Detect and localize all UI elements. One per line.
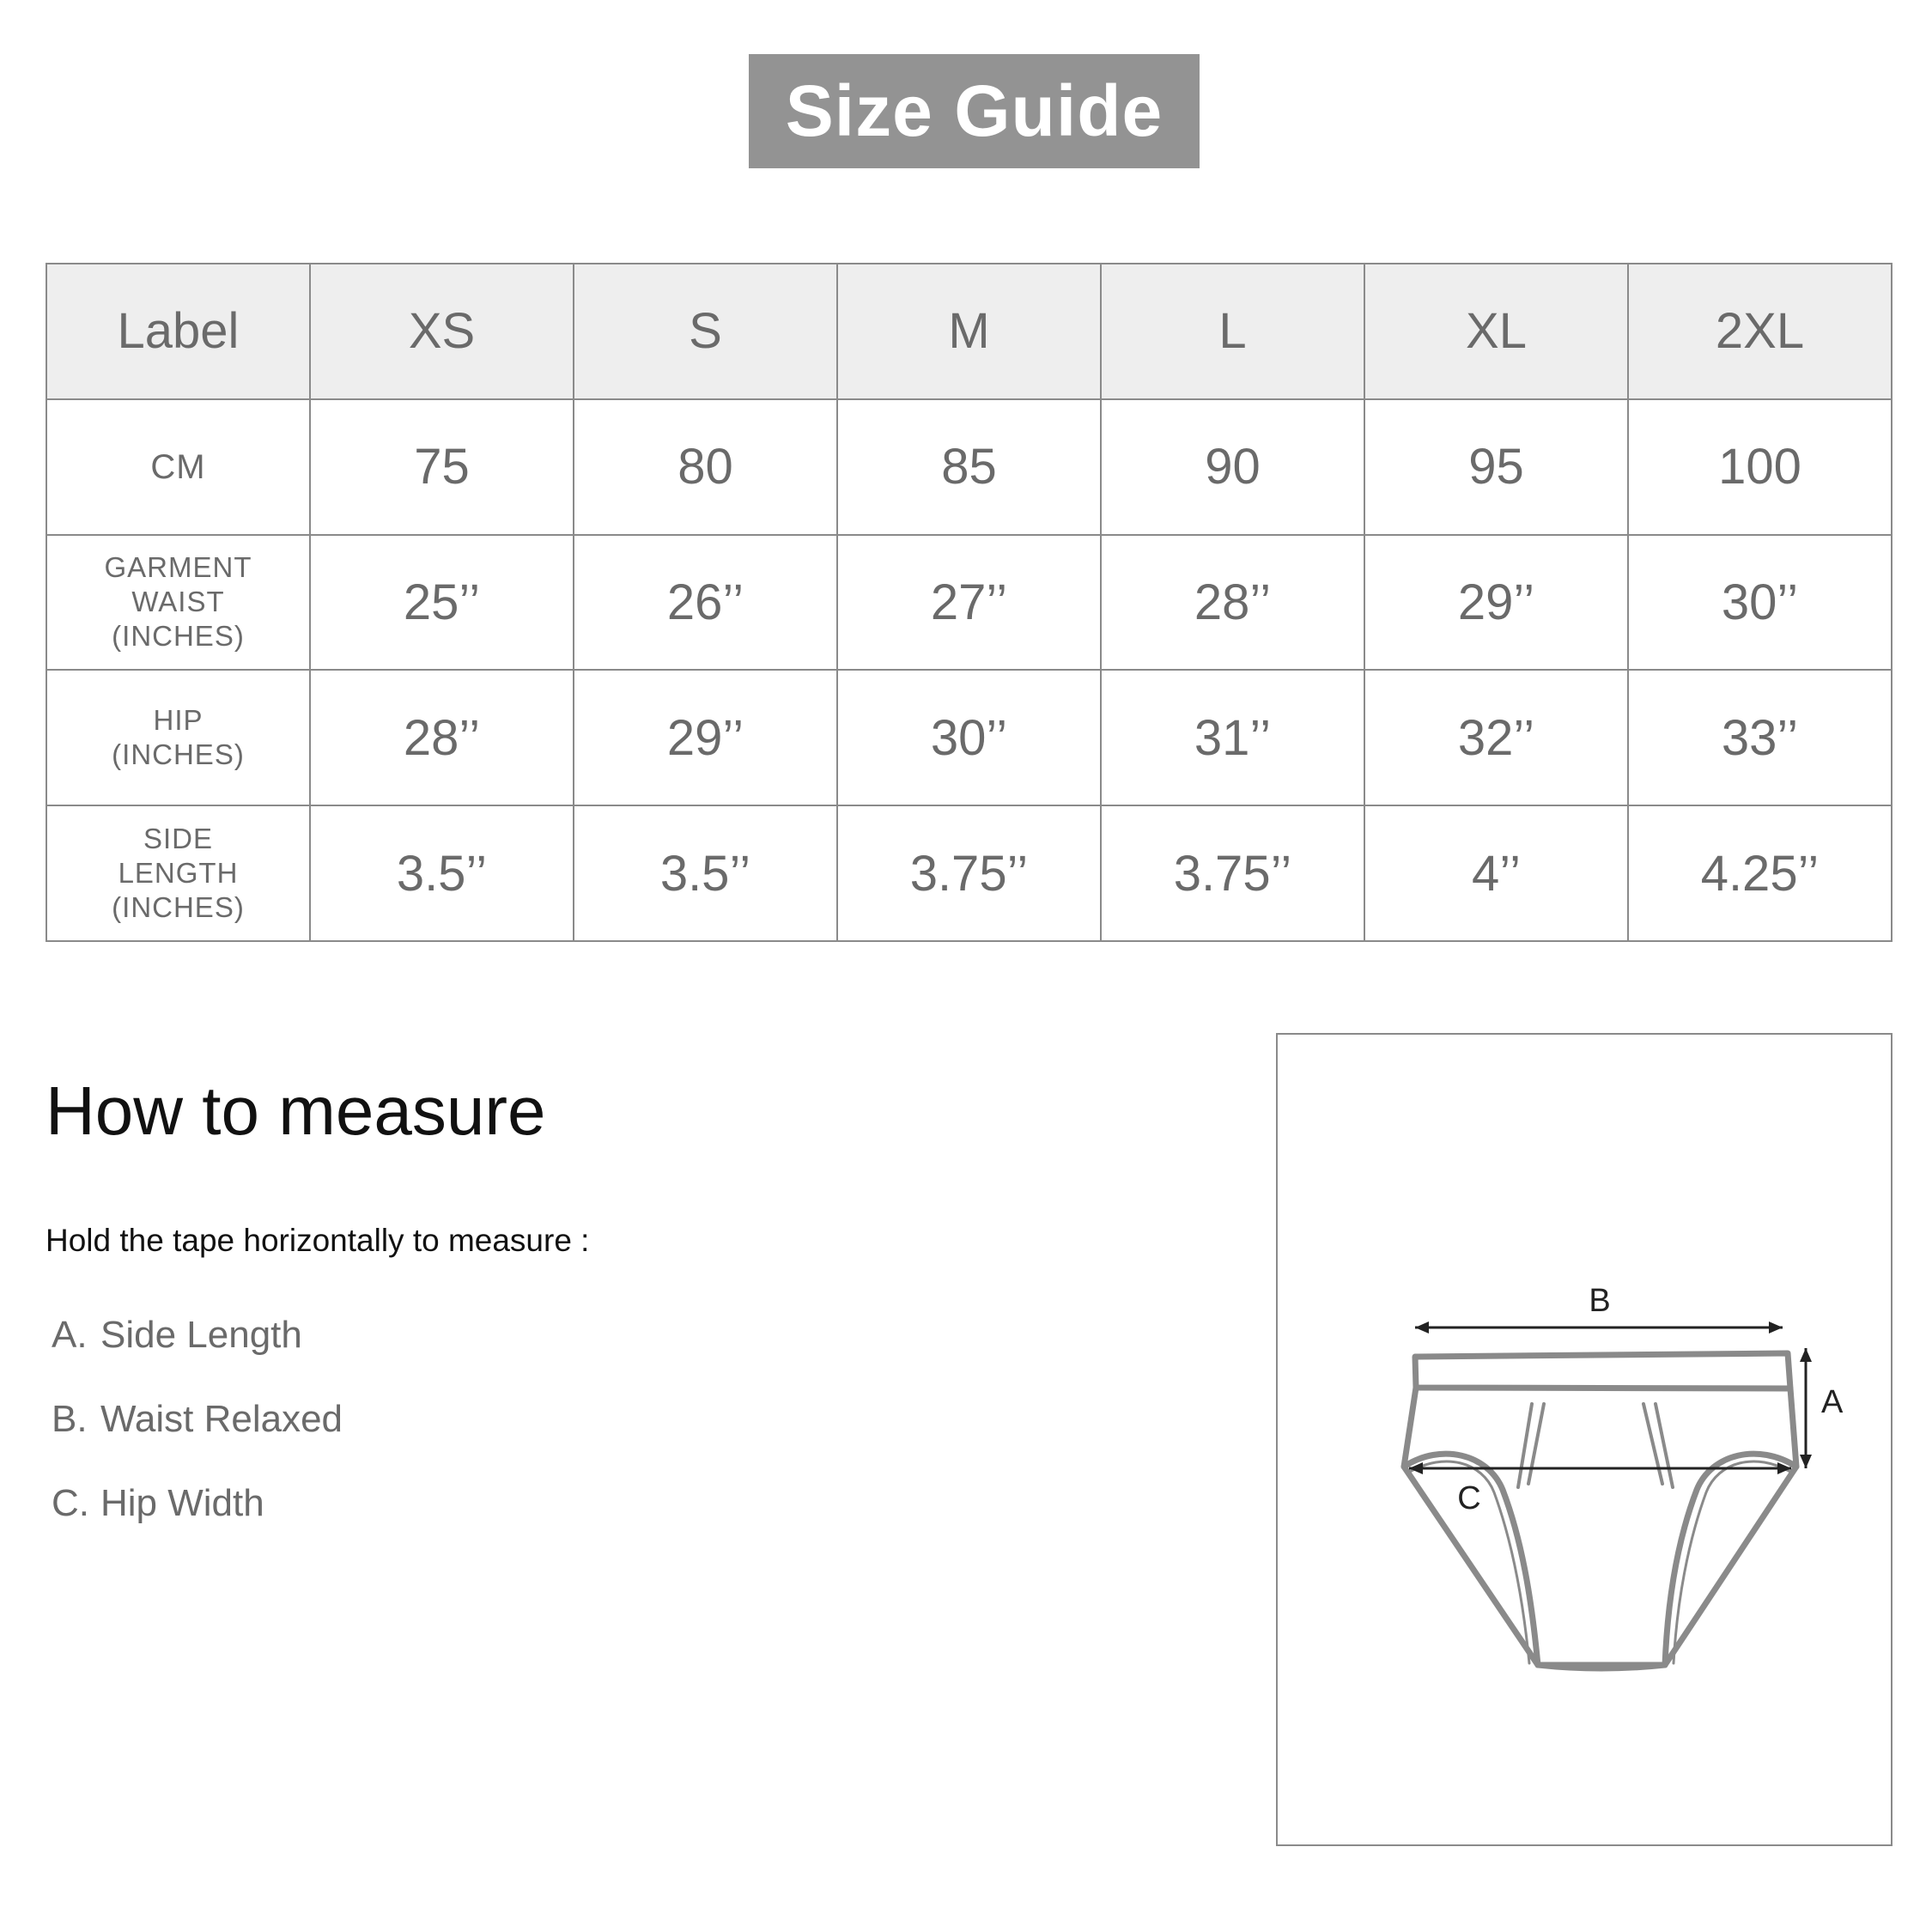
table-cell: 80	[574, 399, 837, 535]
table-cell: 3.75’’	[837, 805, 1101, 941]
row-label-line: GARMENT	[104, 551, 252, 584]
table-row-cm	[46, 399, 1892, 535]
table-cell: 85	[837, 399, 1101, 535]
table-cell: 3.75’’	[1101, 805, 1364, 941]
header-cell-2xl: 2XL	[1628, 264, 1892, 399]
header-cell-l: L	[1101, 264, 1364, 399]
list-item-text: Hip Width	[100, 1482, 264, 1524]
table-cell: 95	[1364, 399, 1628, 535]
briefs-garment-icon	[1278, 1035, 1894, 1848]
list-item-letter: B.	[52, 1398, 88, 1440]
table-cell: 25’’	[310, 535, 574, 671]
how-to-measure-heading: How to measure	[46, 1072, 546, 1149]
measurement-diagram	[1276, 1033, 1893, 1846]
header-cell-m: M	[837, 264, 1101, 399]
row-label-line: (INCHES)	[112, 891, 245, 924]
table-cell: 29’’	[1364, 535, 1628, 671]
table-cell: 75	[310, 399, 574, 535]
row-label-line: SIDE	[143, 823, 214, 855]
row-label-line: LENGTH	[118, 857, 239, 890]
header-cell-s: S	[574, 264, 837, 399]
table-cell: 33’’	[1628, 670, 1892, 805]
size-chart-table	[46, 263, 1893, 942]
row-label-line: (INCHES)	[112, 738, 245, 771]
list-item-text: Side Length	[100, 1314, 302, 1356]
table-cell: 27’’	[837, 535, 1101, 671]
dimension-label-c: C	[1457, 1480, 1481, 1516]
list-item	[52, 1398, 343, 1482]
row-label	[46, 535, 310, 671]
list-item	[52, 1314, 343, 1398]
row-label	[46, 670, 310, 805]
table-row-garment-waist	[46, 535, 1892, 671]
table-row-hip	[46, 670, 1892, 805]
row-label-line: CM	[150, 447, 206, 486]
header-cell-xs: XS	[310, 264, 574, 399]
table-cell: 32’’	[1364, 670, 1628, 805]
table-cell: 30’’	[1628, 535, 1892, 671]
list-item-text: Waist Relaxed	[100, 1398, 343, 1440]
table-header-row	[46, 264, 1892, 399]
header-cell-label: Label	[46, 264, 310, 399]
list-item	[52, 1482, 343, 1566]
row-label-line: WAIST	[131, 586, 225, 618]
table-cell: 90	[1101, 399, 1364, 535]
table-cell: 26’’	[574, 535, 837, 671]
list-item-letter: A.	[52, 1314, 88, 1356]
row-label	[46, 805, 310, 941]
measure-instructions: Hold the tape horizontally to measure :	[46, 1223, 590, 1258]
table-cell: 100	[1628, 399, 1892, 535]
row-label-line: HIP	[153, 704, 204, 737]
table-cell: 28’’	[1101, 535, 1364, 671]
table-cell: 4’’	[1364, 805, 1628, 941]
list-item-letter: C.	[52, 1482, 89, 1524]
table-cell: 31’’	[1101, 670, 1364, 805]
table-cell: 4.25’’	[1628, 805, 1892, 941]
page-title: Size Guide	[749, 54, 1200, 168]
row-label-line: (INCHES)	[112, 620, 245, 653]
table-cell: 28’’	[310, 670, 574, 805]
dimension-label-a: A	[1821, 1384, 1844, 1420]
table-cell: 30’’	[837, 670, 1101, 805]
measurement-list	[52, 1314, 343, 1566]
dimension-label-b: B	[1589, 1283, 1611, 1319]
table-cell: 29’’	[574, 670, 837, 805]
header-cell-xl: XL	[1364, 264, 1628, 399]
table-row-side-length	[46, 805, 1892, 941]
table-cell: 3.5’’	[574, 805, 837, 941]
row-label	[46, 399, 310, 535]
table-cell: 3.5’’	[310, 805, 574, 941]
